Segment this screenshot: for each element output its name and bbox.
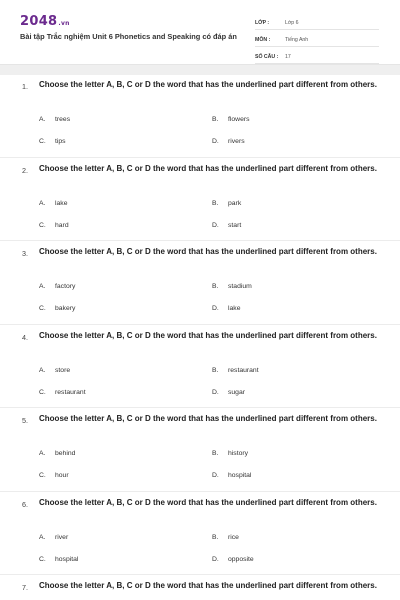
option-d[interactable] [212, 305, 240, 312]
option-text: factory [55, 283, 76, 290]
option-text: trees [55, 116, 71, 123]
option-letter: C. [39, 555, 46, 563]
meta-info [255, 13, 379, 64]
option-a[interactable] [39, 450, 75, 457]
question-text: Choose the letter A, B, C or D the word that has the underlined part different from others. [39, 581, 377, 590]
question-text: Choose the letter A, B, C or D the word that has the underlined part different from others. [39, 247, 377, 256]
option-letter: A. [39, 283, 46, 290]
option-a[interactable] [39, 534, 68, 541]
option-letter: A. [39, 116, 46, 123]
option-letter: D. [212, 138, 219, 145]
option-b[interactable] [212, 367, 259, 374]
option-letter: B. [212, 199, 219, 207]
question-text: Choose the letter A, B, C or D the word that has the underlined part different from others. [39, 330, 377, 340]
option-letter: D. [212, 472, 219, 479]
option-d[interactable] [212, 222, 241, 229]
question-item [0, 575, 400, 600]
option-text: hour [55, 472, 69, 479]
question-text: Choose the letter A, B, C or D the word that has the underlined part different from others. [39, 80, 377, 89]
option-text: restaurant [55, 388, 86, 396]
option-c[interactable] [39, 556, 78, 563]
option-c[interactable] [39, 305, 75, 312]
meta-row-subject [255, 30, 379, 47]
meta-row-class [255, 13, 379, 30]
option-b[interactable] [212, 116, 250, 123]
option-c[interactable] [39, 222, 69, 229]
option-text: hospital [228, 472, 252, 479]
worksheet-header [0, 0, 400, 64]
question-text: Choose the letter A, B, C or D the word that has the underlined part different from others. [39, 497, 377, 507]
option-letter: D. [212, 305, 219, 312]
option-letter: B. [212, 283, 219, 290]
option-text: restaurant [228, 366, 259, 374]
option-letter: B. [212, 366, 219, 374]
option-text: flowers [228, 116, 250, 123]
question-number: 7. [22, 583, 28, 592]
option-b[interactable] [212, 450, 248, 457]
option-text: store [55, 366, 71, 374]
option-text: lake [55, 199, 68, 207]
question-number: 1. [22, 82, 28, 91]
question-item [0, 408, 400, 492]
option-c[interactable] [39, 138, 66, 145]
meta-value: Tiếng Anh [285, 37, 309, 43]
option-text: opposite [228, 555, 254, 563]
meta-key: LỚP : [255, 20, 270, 26]
question-item [0, 492, 400, 576]
option-a[interactable] [39, 367, 70, 374]
meta-row-count [255, 47, 379, 64]
document-title: Bài tập Trắc nghiệm Unit 6 Phonetics and Speaking có đáp án [20, 32, 237, 41]
option-text: hard [55, 221, 69, 229]
option-letter: D. [212, 555, 219, 563]
logo-tld: .vn [58, 20, 70, 27]
option-text: start [228, 221, 242, 229]
option-letter: A. [39, 450, 46, 457]
question-number: 5. [22, 416, 28, 425]
option-text: river [55, 533, 69, 541]
question-item [0, 241, 400, 325]
option-letter: C. [39, 472, 46, 479]
option-c[interactable] [39, 389, 86, 396]
meta-key: SỐ CÂU : [255, 54, 279, 60]
option-letter: C. [39, 388, 46, 396]
option-text: behind [55, 450, 76, 457]
logo-main: 2048 [20, 14, 58, 29]
site-logo[interactable] [20, 14, 70, 29]
option-letter: A. [39, 199, 46, 207]
option-text: sugar [228, 388, 246, 396]
meta-value: 17 [285, 54, 291, 60]
option-letter: C. [39, 305, 46, 312]
option-letter: A. [39, 533, 46, 541]
question-number: 4. [22, 332, 28, 342]
question-number: 6. [22, 499, 28, 509]
option-text: history [228, 450, 249, 457]
option-text: rivers [228, 138, 245, 145]
question-text: Choose the letter A, B, C or D the word that has the underlined part different from others. [39, 414, 377, 423]
option-text: rice [228, 533, 239, 541]
option-letter: D. [212, 388, 219, 396]
option-d[interactable] [212, 556, 254, 563]
option-letter: B. [212, 450, 219, 457]
option-c[interactable] [39, 472, 69, 479]
option-letter: D. [212, 221, 219, 229]
option-a[interactable] [39, 283, 75, 290]
option-letter: B. [212, 533, 219, 541]
option-text: hospital [55, 555, 79, 563]
option-letter: A. [39, 366, 46, 374]
option-d[interactable] [212, 389, 245, 396]
question-number: 3. [22, 249, 28, 258]
question-number: 2. [22, 165, 28, 175]
option-letter: C. [39, 221, 46, 229]
question-list [0, 74, 400, 600]
question-text: Choose the letter A, B, C or D the word that has the underlined part different from others. [39, 163, 377, 173]
option-text: lake [228, 305, 241, 312]
meta-key: MÔN : [255, 37, 271, 43]
option-b[interactable] [212, 534, 239, 541]
option-text: bakery [55, 305, 76, 312]
option-d[interactable] [212, 138, 245, 145]
option-b[interactable] [212, 283, 252, 290]
option-b[interactable] [212, 200, 241, 207]
meta-value: Lớp 6 [285, 20, 299, 26]
option-text: park [228, 199, 242, 207]
question-item [0, 74, 400, 158]
option-d[interactable] [212, 472, 251, 479]
option-text: tips [55, 138, 66, 145]
question-item [0, 325, 400, 409]
option-a[interactable] [39, 200, 67, 207]
question-item [0, 158, 400, 242]
option-letter: B. [212, 116, 219, 123]
option-a[interactable] [39, 116, 70, 123]
option-letter: C. [39, 138, 46, 145]
option-text: stadium [228, 283, 252, 290]
